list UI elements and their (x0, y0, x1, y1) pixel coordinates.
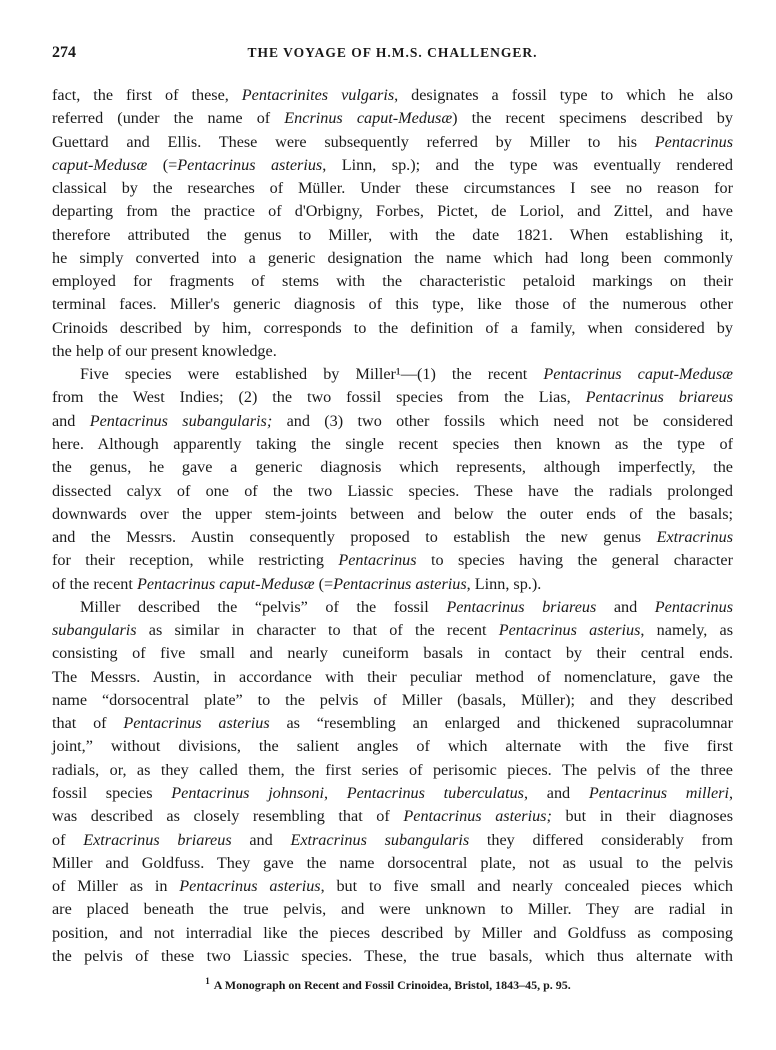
text-run: , but to five small and nearly concealed pieces which (320, 877, 733, 896)
text-run: Miller described the “pelvis” of the fossil (80, 597, 447, 616)
text-line (52, 340, 733, 363)
italic-taxon-name: Pentacrinus caput-Medusæ (136, 574, 315, 593)
text-line (52, 293, 733, 316)
italic-taxon-name: Pentacrinus asterius (123, 714, 270, 733)
text-run: of the recent (52, 574, 137, 593)
text-line (52, 759, 733, 782)
text-run: he simply converted into a generic designation the name which had long been commonly (52, 248, 733, 267)
text-run: , namely, as (640, 621, 734, 640)
italic-taxon-name: Pentacrinus tuberculatus (346, 783, 524, 802)
text-run: Guettard and Ellis. These were subsequently referred by Miller to his (52, 132, 655, 151)
text-run: as similar in character to that of the recent (136, 621, 499, 640)
text-run: of (52, 830, 84, 849)
italic-taxon-name: subangularis (52, 621, 137, 640)
text-run: to species having the general character (416, 551, 733, 570)
text-run: Five species were established by Miller¹—(1) the recent (80, 365, 544, 384)
text-line (52, 480, 733, 503)
text-run: ) the recent specimens described by (452, 109, 733, 128)
italic-taxon-name: Pentacrinus johnsoni (171, 783, 324, 802)
text-run: classical by the researches of Müller. Under these circumstances I see no reason for (52, 179, 733, 198)
italic-taxon-name: Pentacrinus briareus (446, 597, 597, 616)
text-line (52, 805, 733, 828)
text-run: downwards over the upper stem-joints between and below the outer ends of the basals; (52, 504, 733, 523)
paragraph (52, 596, 733, 968)
text-run: therefore attributed the genus to Miller, with the date 1821. When establishing it, (52, 225, 733, 244)
text-run: as “resembling an enlarged and thickened supracolumnar (269, 714, 734, 733)
text-line (52, 200, 733, 223)
running-title: THE VOYAGE OF H.M.S. CHALLENGER. (247, 45, 538, 60)
italic-taxon-name: Pentacrinus asterius (498, 621, 641, 640)
text-run: referred (under the name of (52, 109, 285, 128)
text-run: from the West Indies; (2) the two fossil species from the Lias, (52, 388, 586, 407)
italic-taxon-name: Pentacrinites vulgaris (241, 86, 395, 104)
text-run: consisting of five small and nearly cuneiform basals in contact by their central ends. (52, 644, 733, 663)
text-run: (= (314, 574, 334, 593)
italic-taxon-name: Pentacrinus caput-Medusæ (543, 365, 733, 384)
text-run: joint,” without divisions, the salient angles of which alternate with the five first (52, 737, 733, 756)
text-line (52, 317, 733, 340)
text-run: and (596, 597, 655, 616)
text-run: and (231, 830, 291, 849)
text-run: and the Messrs. Austin consequently proposed to establish the new genus (52, 528, 657, 547)
text-run: terminal faces. Miller's generic diagnosis of this type, like those of the numerous other (52, 295, 733, 314)
footnote (0, 976, 776, 993)
italic-taxon-name: Pentacrinus milleri (588, 783, 729, 802)
text-run: , Linn, sp.). (466, 574, 542, 593)
italic-taxon-name: Pentacrinus (654, 597, 733, 616)
text-run: for their reception, while restricting (52, 551, 339, 570)
text-line (52, 875, 733, 898)
text-line (52, 666, 733, 689)
text-line (52, 224, 733, 247)
text-run: of Miller as in (52, 877, 180, 896)
running-header (52, 44, 733, 66)
text-line (52, 247, 733, 270)
text-line (52, 177, 733, 200)
text-line (52, 107, 733, 130)
italic-taxon-name: Pentacrinus asterius (333, 574, 467, 593)
text-line (52, 852, 733, 875)
text-line (52, 782, 733, 805)
page-number: 274 (52, 44, 76, 61)
italic-taxon-name: Pentacrinus (338, 551, 417, 570)
text-run: , designates a fossil type to which he also (394, 86, 733, 104)
footnote-marker: 1 (205, 976, 210, 986)
text-line (52, 154, 733, 177)
text-run: that of (52, 714, 124, 733)
text-line (52, 898, 733, 921)
italic-taxon-name: Extracrinus subangularis (290, 830, 470, 849)
text-line (52, 596, 733, 619)
paragraph (52, 84, 733, 363)
text-run: fact, the first of these, (52, 86, 242, 104)
text-run: , Linn, sp.); and the type was eventually rendered (322, 155, 733, 174)
text-line (52, 642, 733, 665)
text-run: Miller and Goldfuss. They gave the name dorsocentral plate, not as usual to the pelvis (52, 853, 733, 872)
text-run: but in their diagnoses (551, 807, 734, 826)
footnote-text: A Monograph on Recent and Fossil Crinoidea, Bristol, 1843–45, p. 95. (213, 978, 571, 992)
italic-taxon-name: Pentacrinus asterius (179, 877, 321, 896)
text-line (52, 712, 733, 735)
text-run: the pelvis of these two Liassic species. These, the true basals, which thus alternate with (52, 946, 733, 965)
text-line (52, 433, 733, 456)
text-line (52, 829, 733, 852)
body-text (52, 84, 733, 968)
italic-taxon-name: Extracrinus (656, 528, 733, 547)
text-run: fossil species (52, 783, 172, 802)
text-run: are placed beneath the true pelvis, and were unknown to Miller. They are radial in (52, 900, 733, 919)
text-line (52, 456, 733, 479)
text-run: employed for fragments of stems with the characteristic petaloid markings on their (52, 272, 733, 291)
text-run: (= (147, 155, 178, 174)
text-line (52, 410, 733, 433)
italic-taxon-name: Pentacrinus subangularis; (89, 411, 273, 430)
text-line (52, 945, 733, 968)
italic-taxon-name: caput-Medusæ (52, 155, 148, 174)
text-run: and (52, 411, 90, 430)
text-line (52, 526, 733, 549)
text-line (52, 549, 733, 572)
text-run: they differed considerably from (469, 830, 733, 849)
text-line (52, 735, 733, 758)
text-run: here. Although apparently taking the single recent species then known as the type of (52, 434, 733, 453)
italic-taxon-name: Encrinus caput-Medusæ (284, 109, 453, 128)
paragraph (52, 363, 733, 596)
text-run: , (323, 783, 347, 802)
text-line (52, 386, 733, 409)
italic-taxon-name: Pentacrinus asterius (177, 155, 323, 174)
text-line (52, 131, 733, 154)
italic-taxon-name: Pentacrinus (654, 132, 733, 151)
text-line (52, 619, 733, 642)
text-run: The Messrs. Austin, in accordance with their peculiar method of nomenclature, gave the (52, 667, 733, 686)
text-run: name “dorsocentral plate” to the pelvis of Miller (basals, Müller); and they described (52, 690, 733, 709)
text-line (52, 270, 733, 293)
text-run: the help of our present knowledge. (52, 341, 277, 360)
text-run: position, and not interradial like the pieces described by Miller and Goldfuss as composing (52, 923, 733, 942)
text-line (52, 363, 733, 386)
italic-taxon-name: Pentacrinus briareus (585, 388, 733, 407)
italic-taxon-name: Extracrinus briareus (83, 830, 232, 849)
text-run: , (728, 783, 734, 802)
text-run: was described as closely resembling that of (52, 807, 404, 826)
text-run: Crinoids described by him, corresponds to the definition of a family, when considered by (52, 318, 733, 337)
text-run: departing from the practice of d'Orbigny, Forbes, Pictet, de Loriol, and Zittel, and have (52, 202, 733, 221)
text-line (52, 503, 733, 526)
text-run: , and (524, 783, 589, 802)
text-line (52, 573, 733, 596)
text-line (52, 84, 733, 107)
text-run: and (3) two other fossils which need not be considered (272, 411, 733, 430)
text-line (52, 922, 733, 945)
text-run: the genus, he gave a generic diagnosis which represents, although imperfectly, the (52, 458, 733, 477)
text-line (52, 689, 733, 712)
italic-taxon-name: Pentacrinus asterius; (403, 807, 552, 826)
text-run: dissected calyx of one of the two Liassic species. These have the radials prolonged (52, 481, 733, 500)
text-run: radials, or, as they called them, the first series of perisomic pieces. The pelvis of the three (52, 760, 733, 779)
